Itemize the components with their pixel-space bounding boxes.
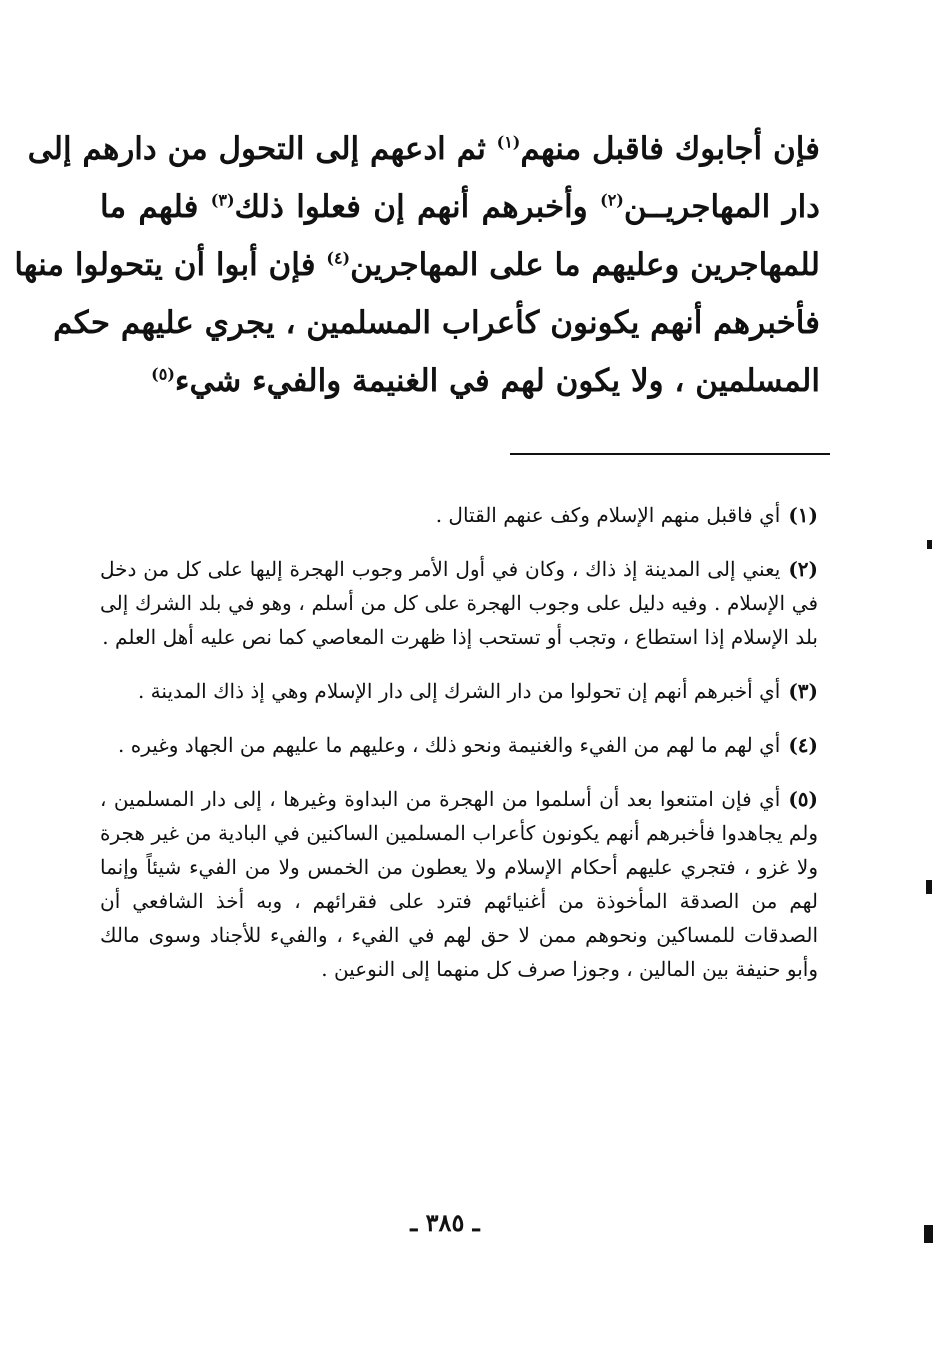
footnote-text: يعني إلى المدينة إذ ذاك ، وكان في أول الأمر وجوب الهجرة إليها على كل من دخل في الإسلام . وفيه دليل على وجوب الهجرة على كل من أسلم ، وهو في بلد الشرك إلى بلد الإسلام إذا استطاع ، وتجب أو تستحب إذا ظهرت المعاصي كما نص عليه أهل العلم .	[100, 557, 818, 649]
footnote-number: (٣)	[788, 679, 818, 703]
footnote-text: أي لهم ما لهم من الفيء والغنيمة ونحو ذلك ، وعليهم ما عليهم من الجهاد وغيره .	[118, 733, 781, 757]
main-text	[14, 120, 820, 410]
main-text-segment: دار المهاجريــن	[623, 189, 820, 225]
main-text-line	[14, 236, 820, 294]
page-number: ـ ٣٨٥ ـ	[410, 1208, 480, 1237]
main-text-line	[27, 120, 820, 178]
footnote-item	[100, 728, 818, 762]
footnote-number: (١)	[788, 503, 818, 527]
main-text-segment: للمهاجرين وعليهم ما على المهاجرين	[350, 247, 820, 283]
footnote-text: أي أخبرهم أنهم إن تحولوا من دار الشرك إلى دار الإسلام وهي إذ ذاك المدينة .	[137, 679, 781, 703]
main-text-line	[53, 294, 820, 352]
main-text-line	[100, 178, 820, 236]
footnote-item	[100, 782, 818, 986]
scan-margin-mark	[927, 540, 932, 549]
main-text-segment: فلهم ما	[100, 189, 211, 225]
main-text-segment: فإن أبوا أن يتحولوا منها	[14, 247, 327, 283]
footnote-text: أي فإن امتنعوا بعد أن أسلموا من الهجرة من البداوة وغيرها ، إلى دار المسلمين ، ولم يجاهدوا فأخبرهم أنهم يكونون كأعراب المسلمين الساكنين في البادية من غير هجرة ولا غزو ، فتجري عليهم أحكام الإسلام ولا يعطون من الخمس ولا من الفيء شيئاً وإنما لهم من الصدقة المأخوذة من أغنيائهم فترد على فقرائهم ، وبه أخذ الشافعي أن الصدقات للمساكين ونحوهم ممن لا حق لهم في الفيء ، والفيء للأجناد وسوى مالك وأبو حنيفة بين المالين ، وجوزا صرف كل منهما إلى النوعين .	[100, 787, 818, 981]
scan-margin-mark	[924, 1225, 933, 1243]
footnotes-section	[100, 478, 818, 1001]
footnote-reference: (٥)	[151, 364, 175, 384]
footnote-text: أي فاقبل منهم الإسلام وكف عنهم القتال .	[435, 503, 781, 527]
main-text-segment: فإن أجابوك فاقبل منهم	[520, 131, 820, 167]
footnote-reference: (٤)	[326, 248, 351, 268]
footnote-reference: (١)	[496, 132, 521, 152]
main-text-segment: فأخبرهم أنهم يكونون كأعراب المسلمين ، يجري عليهم حكم	[53, 305, 820, 341]
main-text-segment: وأخبرهم أنهم إن فعلوا ذلك	[234, 189, 601, 225]
footnote-item	[100, 498, 818, 532]
footnote-number: (٤)	[788, 733, 818, 757]
footnote-number: (٥)	[788, 787, 818, 811]
main-text-segment: ثم ادعهم إلى التحول من دارهم إلى	[27, 131, 497, 167]
footnote-reference: (٢)	[600, 190, 624, 210]
footnote-item	[100, 552, 818, 654]
footnote-separator	[510, 453, 830, 455]
scan-margin-mark	[926, 880, 932, 894]
main-text-segment: المسلمين ، ولا يكون لهم في الغنيمة والفيء شيء	[174, 363, 820, 399]
footnote-item	[100, 674, 818, 708]
footnote-reference: (٣)	[210, 190, 235, 210]
main-text-line	[100, 352, 820, 410]
footnote-number: (٢)	[788, 557, 818, 581]
